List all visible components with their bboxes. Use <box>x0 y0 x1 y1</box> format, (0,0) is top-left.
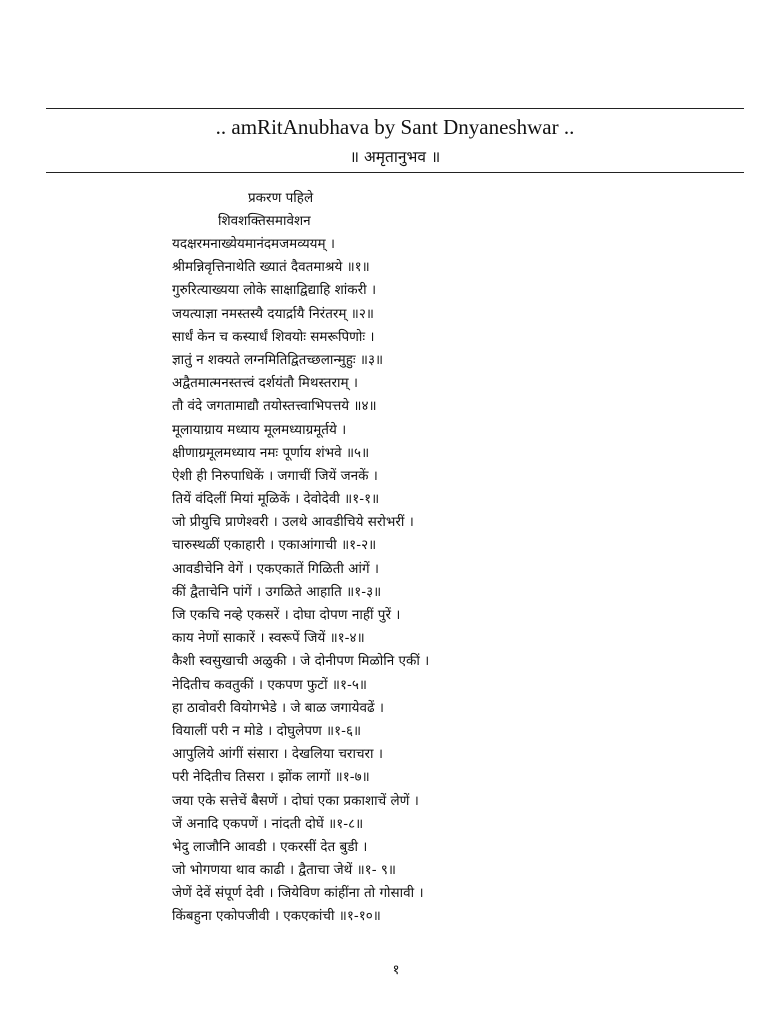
verse-line: कैशी स्वसुखाची अळुकी । जे दोनीपण मिळोनि एकीं । <box>172 653 430 670</box>
verse-line: मूलायाग्राय मध्याय मूलमध्याग्रमूर्तये । <box>172 421 347 438</box>
verse-line: किंबहुना एकोपजीवी । एकएकांची ॥१-१०॥ <box>172 908 381 925</box>
verse-list <box>172 233 429 929</box>
verse-line: जो प्रीयुचि प्राणेश्वरी । उलथे आवडीचिये सरोभरीं । <box>172 514 414 531</box>
chapter-title: प्रकरण पहिले <box>248 190 314 206</box>
top-rule <box>46 108 744 109</box>
verse-line: ज्ञातुं न शक्यते लग्नमितिद्वितच्छलान्मुहुः ॥३॥ <box>172 351 384 368</box>
document-subtitle: ॥ अमृतानुभव ॥ <box>349 148 441 166</box>
verse-line: चारुस्थळीं एकाहारी । एकाआंगाची ॥१-२॥ <box>172 537 377 554</box>
verse-line: हा ठावोवरी वियोगभेडे । जे बाळ जगायेवढें । <box>172 699 384 716</box>
verse-line: जें अनादि एकपणें । नांदती दोघें ॥१-८॥ <box>172 815 364 832</box>
verse-line: तौ वंदे जगतामाद्यौ तयोस्तत्त्वाभिपत्तये ॥४॥ <box>172 398 377 415</box>
verse-line: वियालीं परी न मोडे । दोघुलेपण ॥१-६॥ <box>172 722 362 739</box>
section-title: शिवशक्तिसमावेशन <box>218 213 311 229</box>
verse-line: गुरुरित्याख्यया लोके साक्षाद्विद्याहि शांकरी । <box>172 282 377 299</box>
verse-line: नेदितीच कवतुकीं । एकपण फुटों ॥१-५॥ <box>172 676 367 693</box>
verse-line: जया एके सत्तेचें बैसणें । दोघां एका प्रकाशाचें लेणें । <box>172 792 419 809</box>
verse-line: अद्वैतमात्मनस्तत्त्वं दर्शयंतौ मिथस्तराम् । <box>172 375 358 392</box>
page-number: १ <box>392 962 400 978</box>
verse-line: श्रीमन्निवृत्तिनाथेति ख्यातं दैवतमाश्रये ॥१॥ <box>172 259 370 276</box>
verse-line: भेदु लाजौनि आवडी । एकरसीं देत बुडी । <box>172 838 368 855</box>
verse-line: यदक्षरमनाख्येयमानंदमजमव्ययम् । <box>172 236 335 252</box>
bottom-rule <box>46 172 744 173</box>
verse-line: जो भोगणया थाव काढी । द्वैताचा जेथें ॥१- ९॥ <box>172 862 396 879</box>
verse-line: काय नेणों साकारें । स्वरूपें जियें ॥१-४॥ <box>172 630 365 647</box>
document-title: .. amRitAnubhava by Sant Dnyaneshwar .. <box>215 115 575 139</box>
verse-line: जि एकचि नव्हे एकसरें । दोघा दोपण नाहीं पुरें । <box>172 607 401 623</box>
verse-line: आपुलिये आंगीं संसारा । देखलिया चराचरा । <box>172 746 383 763</box>
verse-line: परी नेदितीच तिसरा । झोंक लागों ॥१-७॥ <box>172 769 370 786</box>
verse-line: ऐशी ही निरुपाधिकें । जगाचीं जियें जनकें । <box>172 467 378 484</box>
verse-line: जेणें देवें संपूर्ण देवी । जियेविण कांहींना तो गोसावी । <box>172 885 424 902</box>
verse-line: क्षीणाग्रमूलमध्याय नमः पूर्णाय शंभवे ॥५॥ <box>172 444 370 461</box>
verse-line: कीं द्वैताचेनि पांगें । उगळिते आहाति ॥१-३॥ <box>172 583 382 600</box>
verse-line: जयत्याज्ञा नमस्तस्यै दयार्द्रायै निरंतरम् ॥२॥ <box>172 305 374 322</box>
verse-line: आवडीचेनि वेगें । एकएकातें गिळिती आंगें । <box>172 560 379 577</box>
verse-line: तियें वंदिलीं मियां मूळिकें । देवोदेवी ॥१-१॥ <box>172 491 380 508</box>
verse-line: सार्धं केन च कस्यार्धं शिवयोः समरूपिणोः । <box>172 328 375 345</box>
